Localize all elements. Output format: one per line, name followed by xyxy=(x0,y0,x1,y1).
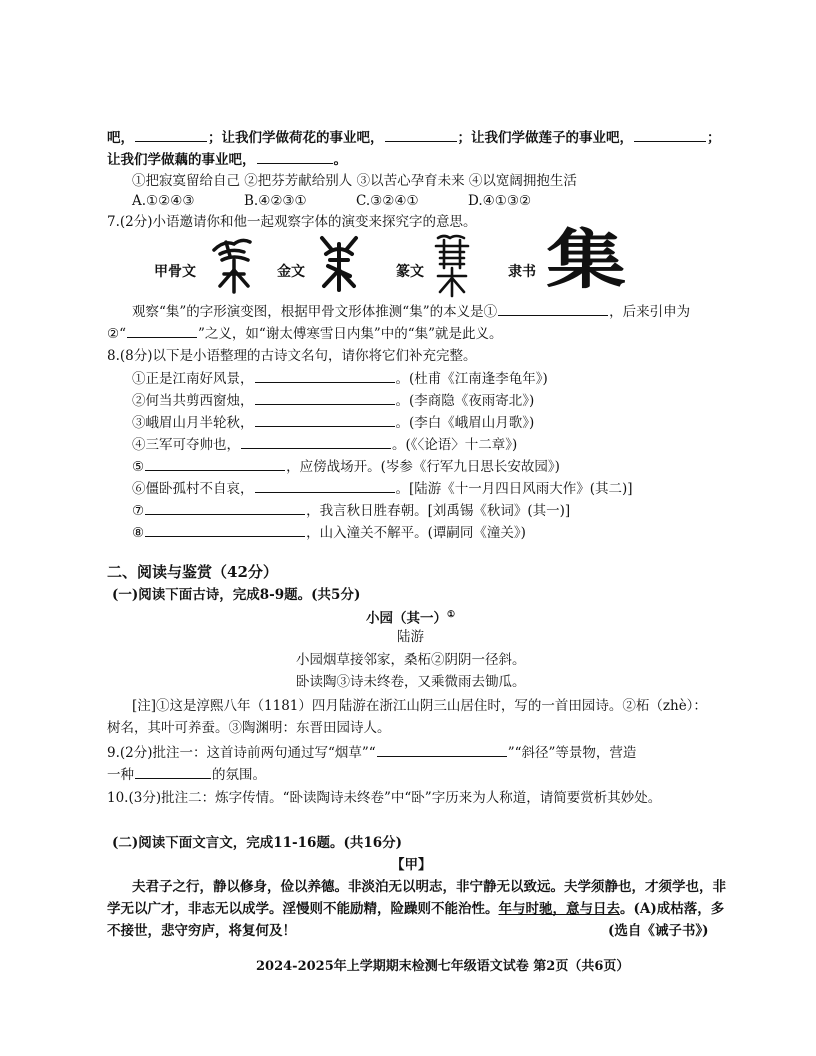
label-seal: 篆文 xyxy=(396,264,424,280)
choice-c[interactable]: C.③②④① xyxy=(356,193,419,209)
answer-blank[interactable] xyxy=(135,128,207,142)
q6-line2: 让我们学做藕的事业吧， 。 xyxy=(107,152,347,168)
q9-line-1: 9.(2分)批注一：这首诗前两句通过写“烟草”“ ”“斜径”等景物，营造 xyxy=(107,745,637,761)
part1-heading: (一)阅读下面古诗，完成8-9题。(共5分) xyxy=(112,587,361,603)
q7-text2: ②“ ”之义，如“谢太傅寒雪日内集”中的“集”就是此义。 xyxy=(107,326,503,342)
answer-blank[interactable] xyxy=(255,479,395,493)
q10: 10.(3分)批注二：炼字传情。“卧读陶诗未终卷”中“卧”字历来为人称道，请简要赏析其妙处。 xyxy=(107,790,662,806)
oracle-bone-ji-glyph xyxy=(204,234,262,296)
note-line-2: 树名，其叶可养蚕。③陶渊明：东晋田园诗人。 xyxy=(107,720,391,736)
answer-blank[interactable] xyxy=(257,150,333,164)
passage-line-1: 夫君子之行，静以修身，俭以养德。非淡泊无以明志，非宁静无以致远。夫学须静也，才须学也，非 xyxy=(132,879,726,895)
q7-title: 7.(2分)小语邀请你和他一起观察字体的演变来探究字的意思。 xyxy=(107,214,477,230)
section-heading: 二、阅读与鉴赏（42分） xyxy=(107,563,278,581)
answer-blank[interactable] xyxy=(498,302,608,316)
poem-title: 小园（其一）① xyxy=(366,610,456,627)
passage-line-2: 学无以广才，非志无以成学。淫慢则不能励精，险躁则不能治性。年与时驰，意与日去。(A)成枯落，多 xyxy=(107,901,725,917)
label-oracle-bone: 甲骨文 xyxy=(154,264,196,280)
q6-options: ①把寂寞留给自己 ②把芬芳献给别人 ③以苦心孕育未来 ④以宽阔拥抱生活 xyxy=(132,173,577,189)
bronze-ji-glyph xyxy=(312,232,366,294)
answer-blank[interactable] xyxy=(634,128,706,142)
answer-blank[interactable] xyxy=(255,369,395,383)
q6-choices xyxy=(132,192,531,210)
choice-d[interactable]: D.④①③② xyxy=(468,193,532,209)
q8-item-4: ④三军可夺帅也， 。(《〈论语〉十二章》) xyxy=(132,437,518,453)
answer-blank[interactable] xyxy=(127,324,197,338)
clerical-ji-glyph: 集 xyxy=(546,224,626,298)
q8-item-6: ⑥僵卧孤村不自哀， 。[陆游《十一月四日风雨大作》(其二)] xyxy=(132,481,633,497)
answer-blank[interactable] xyxy=(385,128,457,142)
seal-ji-glyph xyxy=(430,232,474,300)
answer-blank[interactable] xyxy=(377,743,507,757)
choice-b[interactable]: B.④②③① xyxy=(244,193,307,209)
q9-line-2: 一种 的氛围。 xyxy=(107,767,266,783)
q8-item-3: ③峨眉山月半轮秋， 。(李白《峨眉山月歌》) xyxy=(132,415,535,431)
label-clerical: 隶书 xyxy=(508,264,536,280)
page-footer: 2024-2025年上学期期末检测七年级语文试卷 第2页（共6页） xyxy=(256,959,630,974)
answer-blank[interactable] xyxy=(145,501,305,515)
jia-label: 【甲】 xyxy=(391,857,432,873)
answer-blank[interactable] xyxy=(145,457,285,471)
answer-blank[interactable] xyxy=(255,413,395,427)
poem-line-1: 小园烟草接邻家，桑柘②阴阴一径斜。 xyxy=(296,652,526,668)
q6-line1: 吧， ；让我们学做荷花的事业吧， ；让我们学做莲子的事业吧， ； xyxy=(107,130,721,146)
q8-item-5: ⑤ ，应傍战场开。(岑参《行军九日思长安故园》) xyxy=(132,459,560,475)
q8-item-1: ①正是江南好风景， 。(杜甫《江南逢李龟年》) xyxy=(132,371,548,387)
answer-blank[interactable] xyxy=(255,391,395,405)
part2-heading: (二)阅读下面文言文，完成11-16题。(共16分) xyxy=(112,835,403,851)
answer-blank[interactable] xyxy=(241,435,391,449)
q7-text1: 观察“集”的字形演变图，根据甲骨文形体推测“集”的本义是① ，后来引申为 xyxy=(132,304,691,320)
label-bronze: 金文 xyxy=(277,264,305,280)
poem-line-2: 卧读陶③诗未终卷，又乘微雨去锄瓜。 xyxy=(296,674,526,690)
choice-a[interactable]: A.①②④③ xyxy=(132,193,195,209)
q8-item-2: ②何当共剪西窗烛， 。(李商隐《夜雨寄北》) xyxy=(132,393,535,409)
note-line-1: [注]①这是淳熙八年（1181）四月陆游在浙江山阴三山居住时，写的一首田园诗。②柘（zhè）： xyxy=(132,698,707,714)
q8-title: 8.(8分)以下是小语整理的古诗文名句，请你将它们补充完整。 xyxy=(107,348,477,364)
q8-item-8: ⑧ ，山入潼关不解平。(谭嗣同《潼关》) xyxy=(132,525,526,541)
passage-line-3: 不接世，悲守穷庐，将复何及！ xyxy=(107,923,296,939)
answer-blank[interactable] xyxy=(135,765,211,779)
poem-author: 陆游 xyxy=(397,629,424,645)
passage-source: (选自《诫子书》) xyxy=(608,923,709,939)
q8-item-7: ⑦ ，我言秋日胜春朝。[刘禹锡《秋词》(其一)] xyxy=(132,503,571,519)
answer-blank[interactable] xyxy=(145,523,305,537)
underlined-phrase: 年与时驰，意与日去 xyxy=(498,901,620,917)
